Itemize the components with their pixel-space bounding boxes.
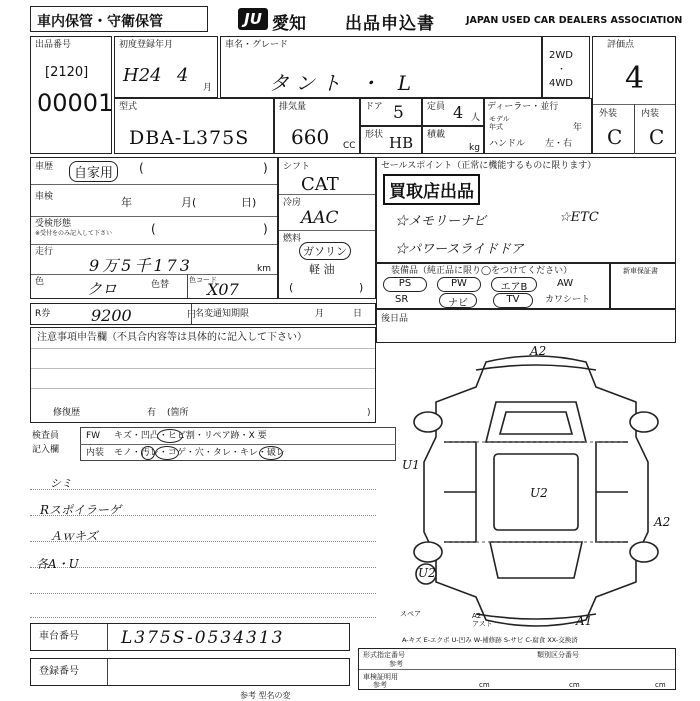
model-label: 型式 — [119, 102, 138, 112]
lot-number: 00001 — [37, 89, 114, 117]
inspection-year: 年 — [121, 196, 132, 209]
equip-aw: AW — [557, 278, 574, 289]
load-box — [422, 126, 484, 154]
dim-cm-2: cm — [569, 681, 580, 689]
dim-ref: 参考 — [373, 681, 387, 689]
storage-notice-box — [30, 6, 208, 32]
intake-label: 受検形態 — [35, 219, 72, 229]
warranty-box — [610, 263, 676, 309]
doors-box — [360, 98, 422, 126]
inspector-label: 検査員 — [32, 431, 60, 441]
mark-a1: A1 — [576, 614, 593, 628]
color-value: クロ — [87, 280, 118, 298]
ju-logo: JU — [238, 8, 268, 30]
intake-note: ※受付をのみ記入して下さい — [35, 230, 113, 237]
color-change-label: 色替 — [151, 280, 170, 290]
fuel-paren-close: ) — [359, 281, 364, 294]
mileage-unit: km — [257, 264, 271, 274]
model-box — [114, 98, 274, 154]
handle-label: ハンドル — [489, 139, 526, 149]
logo-region: 愛知 — [272, 14, 306, 34]
repair-label: 修復歴 — [53, 408, 81, 418]
ref-label: 参考 — [389, 660, 403, 668]
displacement-unit: CC — [343, 141, 356, 151]
mark-u2-rear: U2 — [418, 566, 436, 580]
equip-sr: SR — [395, 294, 409, 305]
remark-stain: シミ — [50, 477, 72, 490]
exterior-label: 外装 — [599, 109, 618, 119]
inspection-label: 車検 — [35, 192, 54, 202]
vehicle-detail-box — [30, 157, 278, 299]
displacement-value: 660 — [291, 125, 330, 149]
score-label: 評価点 — [607, 40, 635, 50]
sales-item-navi: ☆メモリーナビ — [395, 214, 487, 229]
car-name-label: 車名・グレード — [225, 40, 289, 50]
notes-label: 注意事項申告欄（不具合内容等は具体的に記入して下さい） — [37, 332, 307, 343]
remark-aw: Ａｗキズ — [50, 529, 98, 543]
registration-number-box — [30, 658, 350, 686]
dim-cm-1: cm — [479, 681, 490, 689]
chassis-label: 車台番号 — [39, 631, 79, 642]
equipment-box — [376, 263, 610, 309]
inspection-month: 月( — [181, 196, 197, 209]
capacity-unit: 人 — [471, 113, 481, 123]
dim-cm-3: cm — [655, 681, 666, 689]
car-name-box — [220, 36, 542, 98]
notice-label: 名変通知期限 — [195, 309, 250, 319]
lot-box — [30, 36, 112, 154]
interior-defects-items: モノ・汚レ・コゲ・穴・タレ・キレ・破レ — [114, 448, 285, 458]
warranty-label: 新車保証書 — [623, 267, 658, 275]
capacity-box — [422, 98, 484, 126]
doors-value: 5 — [393, 103, 404, 123]
sales-point-badge: 買取店出品 — [383, 174, 480, 205]
form-title: 出品申込書 — [345, 14, 435, 34]
certificate-box — [358, 648, 676, 690]
registration-year: H24 — [123, 65, 162, 86]
fw-items: キズ・凹凸・ヒビ割・リペア跡・X 要 — [114, 431, 267, 441]
mark-a2-side: A2 — [654, 515, 671, 529]
car-name-value: タント ・ L — [269, 71, 417, 95]
history-paren-close: ) — [263, 161, 268, 175]
score-box — [592, 36, 676, 154]
dealer-box — [484, 98, 592, 154]
drive-dot: ・ — [557, 65, 567, 75]
aircon-value: AAC — [301, 208, 339, 228]
history-value: 自家用 — [69, 161, 118, 182]
diagram-legend: A-キズ E-エクボ U-凹み W-補修跡 S-サビ C-腐食 XX-交換済 — [402, 636, 578, 644]
notice-month: 月 — [315, 309, 325, 319]
mileage-label: 走行 — [35, 247, 54, 257]
registration-month: 4 — [177, 65, 189, 86]
notice-day: 日 — [353, 309, 363, 319]
score-value: 4 — [625, 61, 645, 96]
cert-label: 車検証明用 — [363, 673, 398, 681]
registration-box — [114, 36, 218, 98]
equip-navi: ナビ — [439, 293, 477, 308]
color-label: 色 — [35, 277, 45, 287]
sales-point-label: セールスポイント（正常に機能するものに限ります） — [381, 161, 597, 171]
repair-value: 有 — [147, 408, 157, 418]
recycle-value: 9200 — [91, 306, 132, 325]
repair-paren: (箇所 — [167, 408, 189, 418]
intake-paren-close: ) — [263, 222, 268, 236]
fuel-option-diesel: 軽 油 — [309, 263, 335, 276]
capacity-value: 4 — [453, 103, 464, 122]
equip-seat: カワシート — [545, 295, 591, 305]
drive-box — [542, 36, 590, 98]
equip-airbag: エアB — [491, 277, 537, 292]
recycle-unit: 円 — [187, 310, 197, 320]
registration-month-unit: 月 — [203, 83, 213, 93]
score-split — [634, 104, 635, 154]
bottom-partial-text: 参考 型名の変 — [240, 691, 291, 700]
equip-ps: PS — [383, 277, 427, 292]
equipment-label: 装備品（純正品に限り◯をつけてください） — [391, 266, 573, 276]
inspector-label-2: 記入欄 — [32, 445, 60, 455]
association-name: JAPAN USED CAR DEALERS ASSOCIATION — [466, 15, 683, 26]
fuel-paren-open: ( — [289, 281, 294, 294]
mark-a2-rear: A2 アスト — [472, 612, 493, 628]
drive-2wd: 2WD — [549, 50, 573, 61]
shape-label: 形状 — [365, 130, 384, 140]
shift-value: CAT — [301, 174, 339, 195]
mech-box — [278, 157, 376, 299]
aircon-label: 冷房 — [283, 198, 302, 208]
model-value: DBA-L375S — [129, 127, 250, 149]
capacity-label: 定員 — [427, 102, 446, 112]
equip-pw: PW — [437, 277, 481, 292]
shift-label: シフト — [283, 162, 311, 172]
spare-label: スペア — [400, 610, 421, 618]
chassis-box — [30, 623, 350, 651]
load-unit: kg — [469, 143, 480, 153]
doors-label: ドア — [365, 102, 383, 112]
remark-spoiler: Rスポイラーゲ — [40, 503, 122, 517]
drive-4wd: 4WD — [549, 78, 573, 89]
storage-notice: 車内保管・守衛保管 — [37, 14, 163, 30]
repair-paren-close: ) — [367, 408, 371, 418]
model-year-label: モデル 年式 — [489, 115, 510, 131]
mileage-value: 9万5千173 — [89, 256, 193, 275]
color-code-label: 色コード — [189, 276, 217, 284]
load-label: 積載 — [427, 130, 446, 140]
lot-code: [2120] — [45, 65, 89, 80]
fuel-option-gasoline: ガソリン — [299, 242, 351, 260]
registration-number-label: 登録番号 — [39, 666, 79, 677]
inspection-day: 日) — [241, 196, 257, 209]
color-code-value: X07 — [207, 280, 239, 299]
notes-box — [30, 327, 376, 423]
exterior-value: C — [607, 125, 623, 149]
history-paren-open: ( — [139, 161, 144, 175]
interior-label: 内装 — [641, 109, 660, 119]
registration-label: 初度登録年月 — [119, 40, 174, 50]
sales-item-slide-door: ☆パワースライドドア — [395, 242, 524, 257]
interior-defects-label: 内装 — [86, 448, 105, 458]
class-number-label: 類別区分番号 — [537, 651, 579, 659]
extras-label: 後日品 — [381, 314, 409, 324]
history-label: 車歴 — [35, 162, 54, 172]
extras-box — [376, 309, 676, 343]
chassis-value: L375S-0534313 — [121, 628, 285, 648]
remark-each: 各A・U — [36, 557, 79, 571]
handle-options: 左・右 — [545, 139, 573, 149]
mark-u1: U1 — [402, 458, 420, 472]
recycle-label: R券 — [35, 309, 51, 319]
shape-value: HB — [389, 134, 414, 152]
mark-u2-roof: U2 — [530, 486, 548, 500]
sales-item-etc: ☆ETC — [559, 210, 599, 225]
inspector-block — [30, 427, 376, 619]
dealer-label: ディーラー・並行 — [487, 102, 559, 112]
fuel-label: 燃料 — [283, 234, 302, 244]
displacement-box — [274, 98, 360, 154]
type-number-label: 形式指定番号 — [363, 651, 405, 659]
fw-label: FW — [86, 431, 101, 441]
model-year-unit: 年 — [573, 123, 583, 133]
intake-paren-open: ( — [151, 222, 156, 236]
lot-label: 出品番号 — [35, 40, 72, 50]
shape-box — [360, 126, 422, 154]
recycle-box — [30, 303, 376, 325]
sales-point-box — [376, 157, 676, 263]
interior-value: C — [649, 125, 665, 149]
displacement-label: 排気量 — [279, 102, 307, 112]
equip-tv: TV — [493, 293, 533, 308]
mark-a2-front: A2 — [530, 344, 547, 358]
